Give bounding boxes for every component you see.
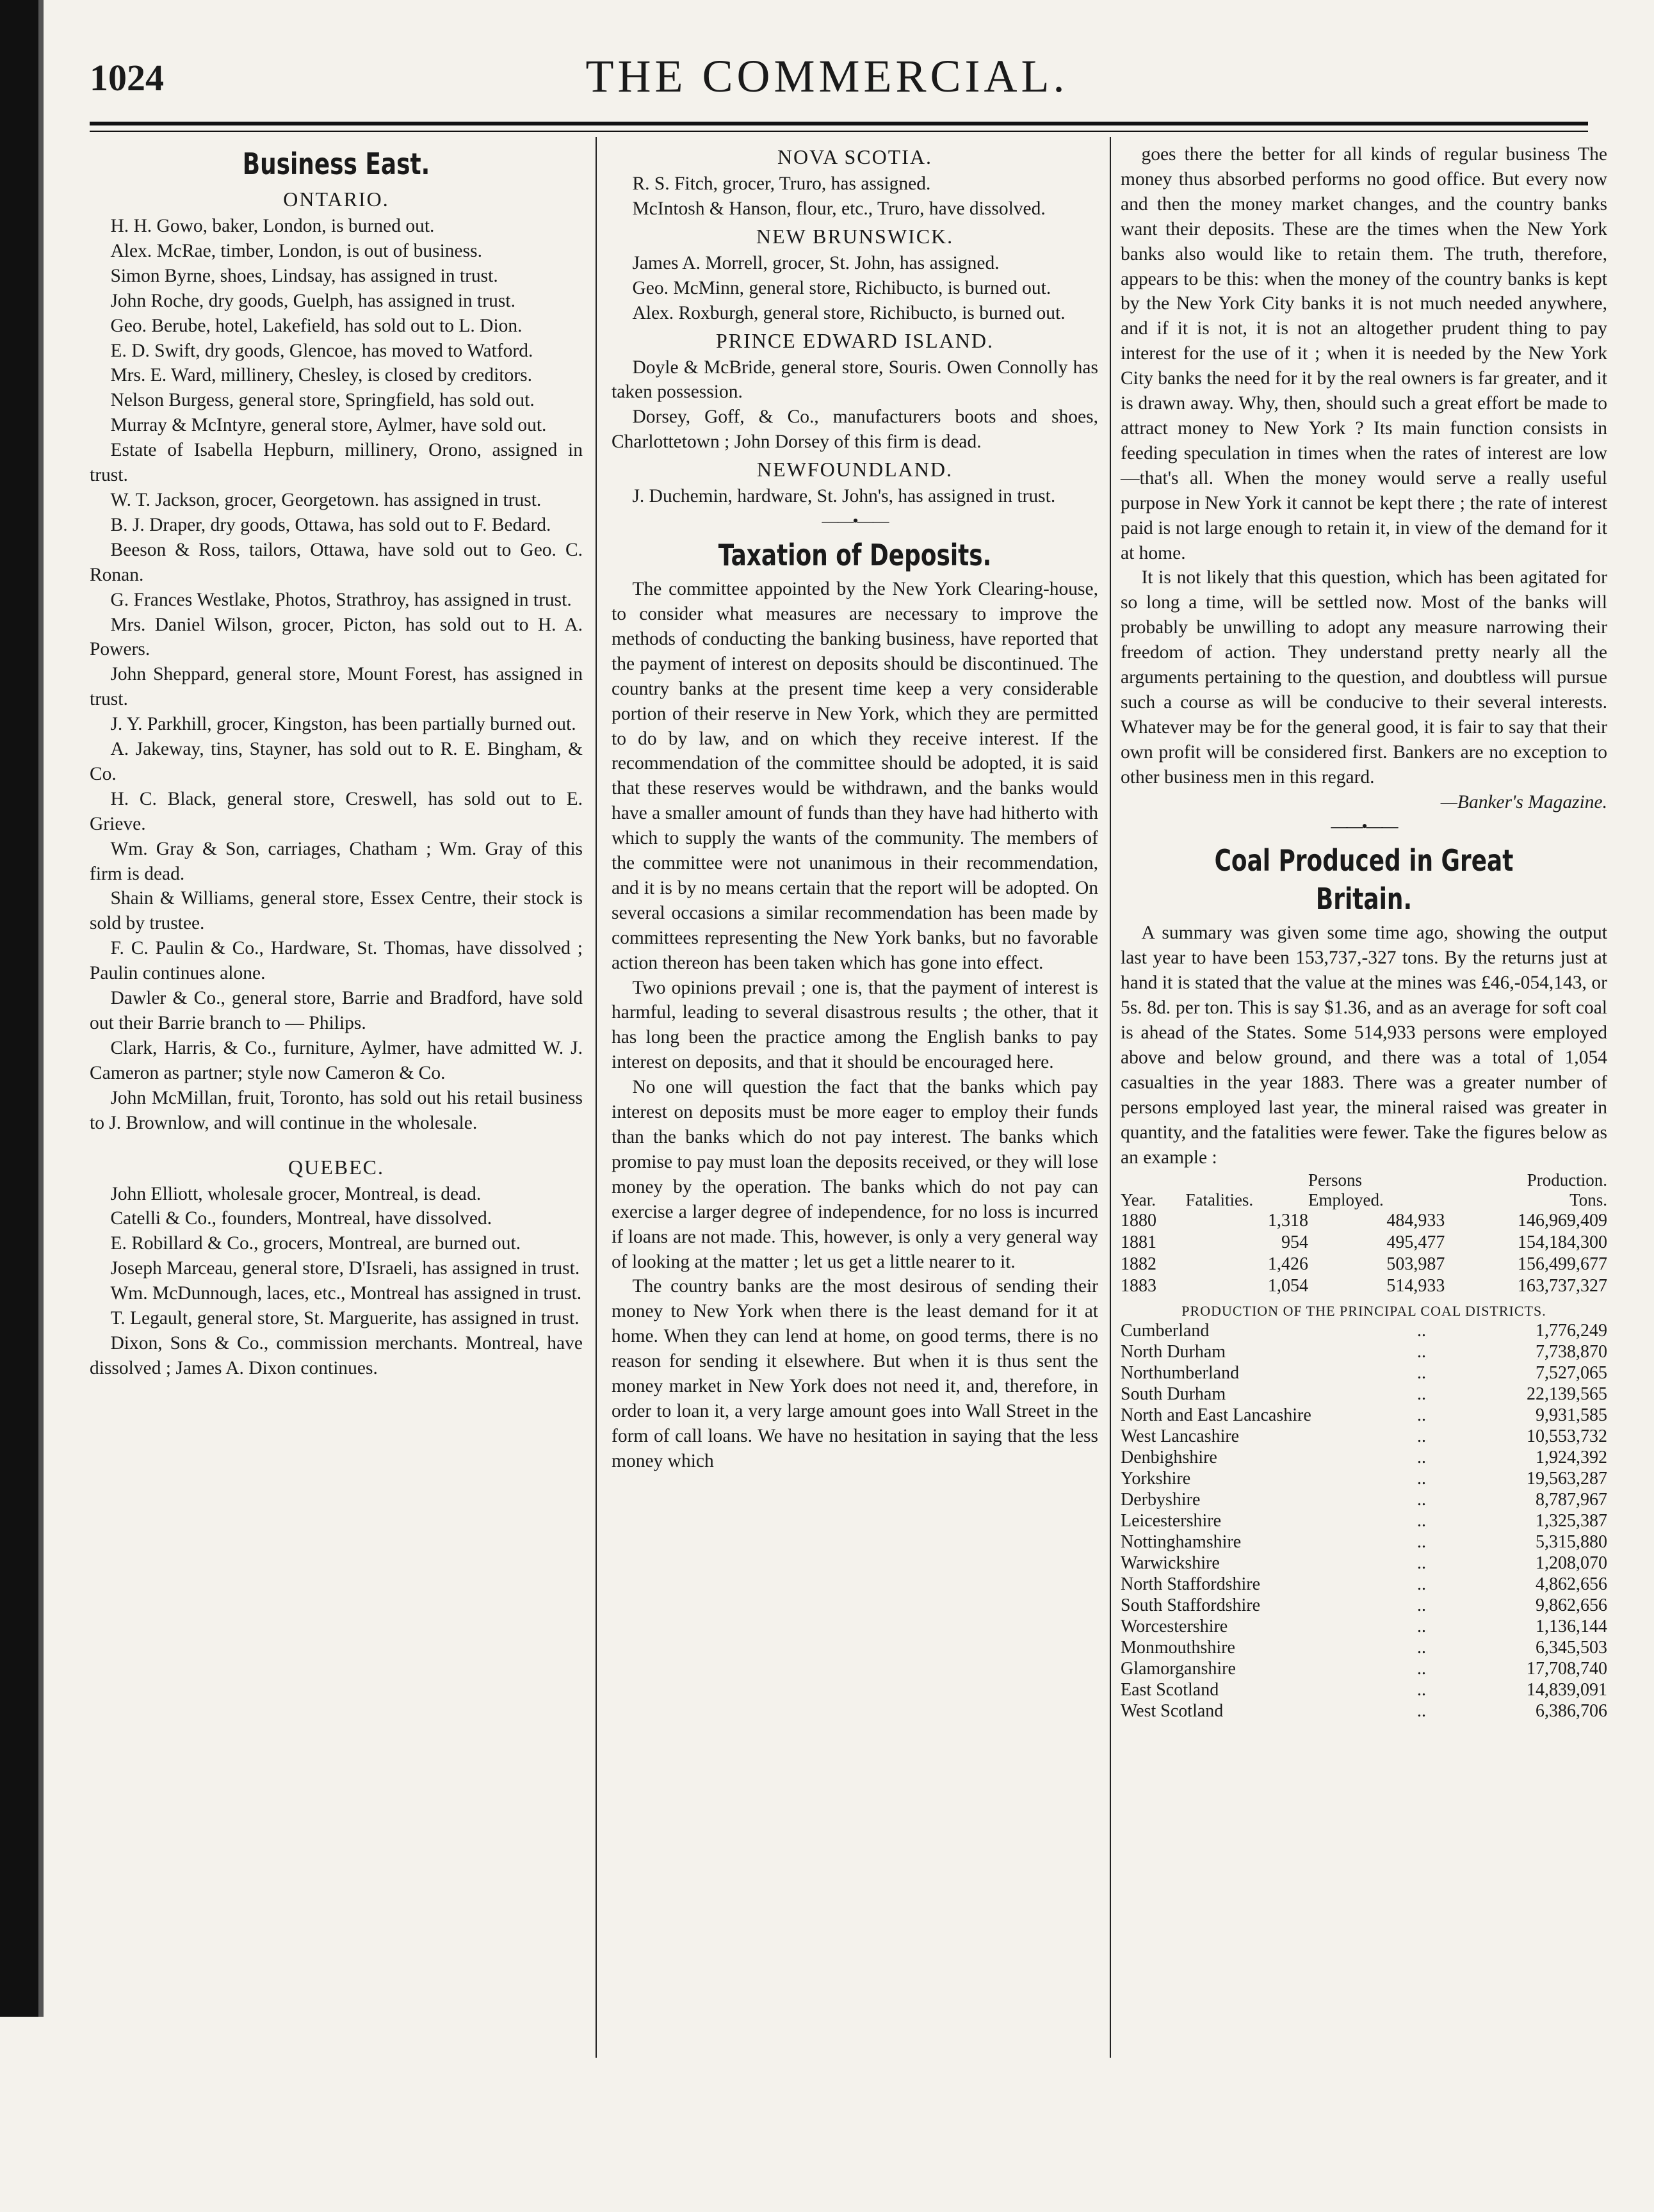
district-value: 9,931,585	[1536, 1405, 1607, 1425]
paragraph: The committee appointed by the New York Clearing-house, to consider what measures are necessary to improve the methods of conducting the banking business, have reported that the payment of interest on deposits should be discontinued. The country banks at the present time keep a very considerable portion of their reserve in New York, which they are permitted to do by law, and on which they receive interest. If the recommendation of the committee should be adopted, it is said that these reserves would be withdrawn, and the banks would have a smaller amount of funds than they have had hitherto with which to supply the wants of the community. The members of the committee were not unanimous in their recommendation, and it is by no means certain that the report will be adopted. On several occasions a similar recommendation has been made by committees representing the New York banks, but no favorable action thereon has been taken which has gone into effect.	[612, 579, 1098, 973]
stats-cell-production: 163,737,327	[1518, 1275, 1607, 1296]
leader-dots: ..	[1417, 1320, 1426, 1341]
paragraph: Wm. McDunnough, laces, etc., Montreal has assigned in trust.	[110, 1283, 582, 1304]
district-row	[1121, 1426, 1607, 1447]
business-east-heading: Business East.	[242, 147, 430, 181]
column-rule-right	[1110, 137, 1111, 2058]
paragraph: Clark, Harris, & Co., furniture, Aylmer, have admitted W. J. Cameron as partner; style now Cameron & Co.	[90, 1037, 583, 1083]
stats-cell-year: 1883	[1121, 1275, 1156, 1296]
district-row	[1121, 1700, 1607, 1722]
paragraph: Nelson Burgess, general store, Springfield, has sold out.	[110, 390, 535, 411]
stats-cell-production: 146,969,409	[1518, 1210, 1607, 1231]
book-spine-shadow	[0, 0, 38, 2017]
stats-header-employed: Employed.	[1308, 1190, 1384, 1209]
district-value: 5,315,880	[1536, 1531, 1607, 1552]
district-value: 14,839,091	[1527, 1679, 1607, 1700]
district-name: East Scotland	[1121, 1679, 1219, 1700]
district-row	[1121, 1320, 1607, 1341]
district-value: 1,208,070	[1536, 1553, 1607, 1573]
stats-header-year: Year.	[1121, 1190, 1156, 1209]
paragraph: John McMillan, fruit, Toronto, has sold out his retail business to J. Brownlow, and will continue in the wholesale.	[90, 1087, 583, 1133]
paragraph: John Elliott, wholesale grocer, Montreal, is dead.	[110, 1183, 482, 1204]
article-credit: —Banker's Magazine.	[1440, 791, 1607, 812]
leader-dots: ..	[1417, 1658, 1426, 1679]
stats-cell-employed: 484,933	[1386, 1210, 1445, 1231]
district-name: Cumberland	[1121, 1320, 1210, 1341]
paragraph: E. D. Swift, dry goods, Glencoe, has moved to Watford.	[110, 340, 533, 361]
paragraph: Two opinions prevail ; one is, that the payment of interest is harmful, leading to several disastrous results ; the other, that it has long been the practice among the English banks to pay interest on deposits, and that it should be encouraged here.	[612, 977, 1098, 1073]
stats-row	[1121, 1210, 1607, 1232]
newfoundland-list	[612, 484, 1098, 509]
district-value: 7,527,065	[1536, 1362, 1607, 1383]
district-row	[1121, 1468, 1607, 1489]
district-name: Warwickshire	[1121, 1553, 1220, 1573]
district-value: 9,862,656	[1536, 1595, 1607, 1615]
paragraph: A. Jakeway, tins, Stayner, has sold out to R. E. Bingham, & Co.	[90, 739, 583, 784]
coal-paragraph: A summary was given some time ago, showing the output last year to have been 153,737,-327 tons. By the returns just at hand it is stated that the value at the mines was £46,-054,143, or 5s. 8d. per ton. This is say $1.36, and as an average for soft coal is ahead of the States. Some 514,933 persons were employed above and below ground, and there was a total of 1,054 casualties in the year 1883. There was a greater number of persons employed last year, the mineral raised was greater in quantity, and the fatalities were fewer. Take the figures below as an example :	[1121, 923, 1607, 1168]
leader-dots: ..	[1417, 1553, 1426, 1573]
district-row	[1121, 1510, 1607, 1531]
leader-dots: ..	[1417, 1362, 1426, 1383]
district-name: Derbyshire	[1121, 1489, 1201, 1510]
paragraph: H. C. Black, general store, Creswell, has sold out to E. Grieve.	[90, 788, 583, 834]
newfoundland-heading: NEWFOUNDLAND.	[757, 458, 953, 481]
district-name: Leicestershire	[1121, 1510, 1222, 1531]
paragraph: It is not likely that this question, which has been agitated for so long a time, will be settled now. Most of the banks will probably be unwilling to adopt any measure narrowing their freedom of action. They understand pretty nearly all the arguments pertaining to the question, and doubtless will pursue such a course as will be conducive to their several interests. Whatever may be for the general good, it is fair to say that their own profit will be considered first. Bankers are no exception to other business men in this regard.	[1121, 567, 1607, 787]
district-row	[1121, 1637, 1607, 1658]
paragraph: J. Duchemin, hardware, St. John's, has assigned in trust.	[632, 486, 1056, 507]
district-name: West Lancashire	[1121, 1426, 1240, 1446]
district-row	[1121, 1341, 1607, 1362]
leader-dots: ..	[1417, 1447, 1426, 1467]
district-row	[1121, 1616, 1607, 1637]
taxation-article	[612, 577, 1098, 1474]
leader-dots: ..	[1417, 1341, 1426, 1362]
masthead-title: THE COMMERCIAL.	[585, 51, 1069, 102]
paragraph: Geo. McMinn, general store, Richibucto, is burned out.	[632, 277, 1051, 298]
column-2	[612, 142, 1098, 1474]
district-value: 6,345,503	[1536, 1637, 1607, 1658]
paragraph: The country banks are the most desirous of sending their money to New York when there is the least demand for it at home. When they can lend at home, on good terms, there is no reason for sending it elsewhere. But when it is thus sent the money market in New York does not need it, and, therefore, in order to loan it, a very large amount goes into Wall Street in the form of call loans. We have no hesitation in saying that the less money which	[612, 1276, 1098, 1471]
paragraph: Murray & McIntyre, general store, Aylmer, have sold out.	[110, 415, 547, 436]
ontario-heading: ONTARIO.	[283, 188, 389, 211]
paragraph: Estate of Isabella Hepburn, millinery, Orono, assigned in trust.	[90, 440, 583, 486]
paragraph: goes there the better for all kinds of regular business The money thus absorbed performs no good office. But every now and then the money market changes, and the country banks want their deposits. These are the times when the New York banks also would like to retain them. The truth, therefore, appears to be this: when the money of the country banks is kept by the New York City banks it is not much needed anywhere, and if it is not, it is not an altogether prudent thing to pay interest for the use of it ; when it is needed by the New York City banks the need for it by the real owners is far greater, and it is drawn away. Why, then, should such a great effort be made to attract money to New York ? Its main function consists in feeding speculation in times when the rates of interest are low—that's all. When the money would serve a really useful purpose in New York it cannot be kept there ; the rate of interest paid is not large enough to retain it, in view of the demand for it at home.	[1121, 144, 1607, 563]
district-row	[1121, 1362, 1607, 1384]
column-3	[1121, 142, 1607, 1722]
stats-header-persons: Persons	[1308, 1170, 1363, 1190]
leader-dots: ..	[1417, 1426, 1426, 1446]
column-1	[90, 142, 583, 1381]
district-name: North Durham	[1121, 1341, 1226, 1362]
paragraph: John Roche, dry goods, Guelph, has assigned in trust.	[110, 290, 515, 311]
new-brunswick-list	[612, 251, 1098, 326]
paragraph: John Sheppard, general store, Mount Forest, has assigned in trust.	[90, 664, 583, 710]
stats-cell-fatalities: 954	[1281, 1232, 1309, 1252]
column-rule-left	[596, 137, 597, 2058]
stats-cell-employed: 503,987	[1386, 1254, 1445, 1274]
header-rule-thick	[90, 122, 1588, 125]
district-value: 7,738,870	[1536, 1341, 1607, 1362]
leader-dots: ..	[1417, 1531, 1426, 1552]
district-value: 19,563,287	[1527, 1468, 1607, 1489]
paragraph: Doyle & McBride, general store, Souris. Owen Connolly has taken possession.	[612, 357, 1098, 403]
paragraph: H. H. Gowo, baker, London, is burned out.	[110, 216, 435, 236]
district-value: 8,787,967	[1536, 1489, 1607, 1510]
district-name: Glamorganshire	[1121, 1658, 1236, 1679]
district-row	[1121, 1553, 1607, 1574]
paragraph: No one will question the fact that the banks which pay interest on deposits must be more eager to employ their funds than the banks which do not pay interest. The banks which promise to pay must loan the deposits received, or they will lose money by the operation. The banks which do not pay can exercise a larger degree of independence, for no loss is incurred if loans are not made. This, however, is only a very general way of looking at the matter ; let us get a little nearer to it.	[612, 1077, 1098, 1272]
district-name: Denbighshire	[1121, 1447, 1217, 1467]
districts-title: PRODUCTION OF THE PRINCIPAL COAL DISTRICTS.	[1181, 1302, 1546, 1319]
leader-dots: ..	[1417, 1679, 1426, 1700]
paragraph: F. C. Paulin & Co., Hardware, St. Thomas, have dissolved ; Paulin continues alone.	[90, 938, 583, 984]
district-name: South Staffordshire	[1121, 1595, 1261, 1615]
paragraph: Mrs. Daniel Wilson, grocer, Picton, has sold out to H. A. Powers.	[90, 614, 583, 660]
stats-cell-employed: 495,477	[1386, 1232, 1445, 1252]
paragraph: Simon Byrne, shoes, Lindsay, has assigned in trust.	[110, 265, 498, 286]
taxation-heading: Taxation of Deposits.	[718, 538, 992, 573]
paragraph: James A. Morrell, grocer, St. John, has assigned.	[632, 252, 1000, 273]
ontario-list	[90, 214, 583, 1136]
district-value: 4,862,656	[1536, 1574, 1607, 1594]
paragraph: Beeson & Ross, tailors, Ottawa, have sold out to Geo. C. Ronan.	[90, 539, 583, 585]
section-divider: ——•——	[822, 512, 888, 531]
stats-cell-fatalities: 1,318	[1268, 1210, 1309, 1231]
paragraph: B. J. Draper, dry goods, Ottawa, has sold out to F. Bedard.	[110, 514, 551, 535]
paragraph: Mrs. E. Ward, millinery, Chesley, is closed by creditors.	[110, 365, 532, 386]
new-brunswick-heading: NEW BRUNSWICK.	[756, 224, 954, 248]
stats-header-production: Production.	[1527, 1170, 1607, 1190]
paragraph: E. Robillard & Co., grocers, Montreal, are burned out.	[110, 1233, 521, 1254]
section-divider: ——•——	[1331, 817, 1397, 836]
stats-cell-fatalities: 1,054	[1268, 1275, 1309, 1296]
leader-dots: ..	[1417, 1468, 1426, 1489]
quebec-heading: QUEBEC.	[288, 1155, 384, 1179]
district-row	[1121, 1447, 1607, 1468]
district-value: 1,924,392	[1536, 1447, 1607, 1467]
district-row	[1121, 1384, 1607, 1405]
stats-cell-employed: 514,933	[1386, 1275, 1445, 1296]
stats-row	[1121, 1232, 1607, 1254]
paragraph: Shain & Williams, general store, Essex Centre, their stock is sold by trustee.	[90, 888, 583, 934]
quebec-list	[90, 1182, 583, 1381]
paragraph: T. Legault, general store, St. Marguerite, has assigned in trust.	[110, 1308, 580, 1329]
paragraph: R. S. Fitch, grocer, Truro, has assigned.	[632, 174, 931, 194]
leader-dots: ..	[1417, 1637, 1426, 1658]
leader-dots: ..	[1417, 1700, 1426, 1721]
book-spine-edge	[38, 0, 44, 2017]
stats-cell-year: 1881	[1121, 1232, 1156, 1252]
stats-cell-year: 1880	[1121, 1210, 1156, 1231]
paragraph: Wm. Gray & Son, carriages, Chatham ; Wm. Gray of this firm is dead.	[90, 838, 583, 884]
paragraph: G. Frances Westlake, Photos, Strathroy, has assigned in trust.	[110, 589, 572, 610]
paragraph: W. T. Jackson, grocer, Georgetown. has assigned in trust.	[110, 489, 542, 510]
stats-cell-fatalities: 1,426	[1268, 1254, 1309, 1274]
paragraph: J. Y. Parkhill, grocer, Kingston, has been partially burned out.	[110, 714, 576, 735]
district-value: 22,139,565	[1527, 1384, 1607, 1404]
paragraph: Joseph Marceau, general store, D'Israeli, has assigned in trust.	[110, 1258, 580, 1279]
stats-cell-year: 1882	[1121, 1254, 1156, 1274]
district-row	[1121, 1658, 1607, 1679]
paragraph: Dorsey, Goff, & Co., manufacturers boots and shoes, Charlottetown ; John Dorsey of this firm is dead.	[612, 407, 1098, 453]
nova-scotia-list	[612, 172, 1098, 222]
stats-cell-production: 156,499,677	[1518, 1254, 1607, 1274]
district-name: Nottinghamshire	[1121, 1531, 1242, 1552]
district-value: 10,553,732	[1527, 1426, 1607, 1446]
pei-list	[612, 355, 1098, 455]
stats-row	[1121, 1275, 1607, 1297]
district-row	[1121, 1595, 1607, 1616]
districts-table	[1121, 1320, 1607, 1722]
district-name: Worcestershire	[1121, 1616, 1228, 1636]
leader-dots: ..	[1417, 1574, 1426, 1594]
district-name: Northumberland	[1121, 1362, 1240, 1383]
leader-dots: ..	[1417, 1595, 1426, 1615]
district-row	[1121, 1531, 1607, 1553]
district-value: 1,136,144	[1536, 1616, 1607, 1636]
stats-cell-production: 154,184,300	[1518, 1232, 1607, 1252]
paragraph: Dawler & Co., general store, Barrie and Bradford, have sold out their Barrie branch to — Philips.	[90, 988, 583, 1033]
district-row	[1121, 1405, 1607, 1426]
stats-header-tons: Tons.	[1569, 1190, 1607, 1209]
leader-dots: ..	[1417, 1405, 1426, 1425]
nova-scotia-heading: NOVA SCOTIA.	[777, 145, 933, 168]
paragraph: Geo. Berube, hotel, Lakefield, has sold out to L. Dion.	[110, 315, 523, 336]
taxation-continued	[1121, 142, 1607, 790]
district-name: Monmouthshire	[1121, 1637, 1235, 1658]
district-name: North Staffordshire	[1121, 1574, 1260, 1594]
paragraph: Catelli & Co., founders, Montreal, have dissolved.	[110, 1208, 492, 1229]
leader-dots: ..	[1417, 1616, 1426, 1636]
paragraph: McIntosh & Hanson, flour, etc., Truro, have dissolved.	[632, 198, 1046, 219]
paragraph: Dixon, Sons & Co., commission merchants. Montreal, have dissolved ; James A. Dixon continues.	[90, 1332, 583, 1378]
district-name: West Scotland	[1121, 1700, 1224, 1721]
stats-row	[1121, 1254, 1607, 1275]
district-value: 1,776,249	[1536, 1320, 1607, 1341]
district-value: 6,386,706	[1536, 1700, 1607, 1721]
district-row	[1121, 1489, 1607, 1510]
page-number: 1024	[90, 57, 164, 99]
paragraph: Alex. McRae, timber, London, is out of business.	[110, 240, 482, 261]
leader-dots: ..	[1417, 1489, 1426, 1510]
district-value: 17,708,740	[1527, 1658, 1607, 1679]
coal-heading: Coal Produced in Great Britain.	[1214, 843, 1514, 917]
district-value: 1,325,387	[1536, 1510, 1607, 1531]
header-rule-thin	[90, 131, 1588, 132]
pei-heading: PRINCE EDWARD ISLAND.	[716, 328, 994, 352]
district-name: South Durham	[1121, 1384, 1226, 1404]
stats-header-fatalities: Fatalities.	[1185, 1190, 1254, 1209]
district-row	[1121, 1574, 1607, 1595]
district-row	[1121, 1679, 1607, 1700]
paragraph: Alex. Roxburgh, general store, Richibucto, is burned out.	[632, 302, 1066, 323]
coal-statistics-table	[1121, 1170, 1607, 1297]
leader-dots: ..	[1417, 1384, 1426, 1404]
district-name: Yorkshire	[1121, 1468, 1191, 1489]
leader-dots: ..	[1417, 1510, 1426, 1531]
district-name: North and East Lancashire	[1121, 1405, 1311, 1425]
